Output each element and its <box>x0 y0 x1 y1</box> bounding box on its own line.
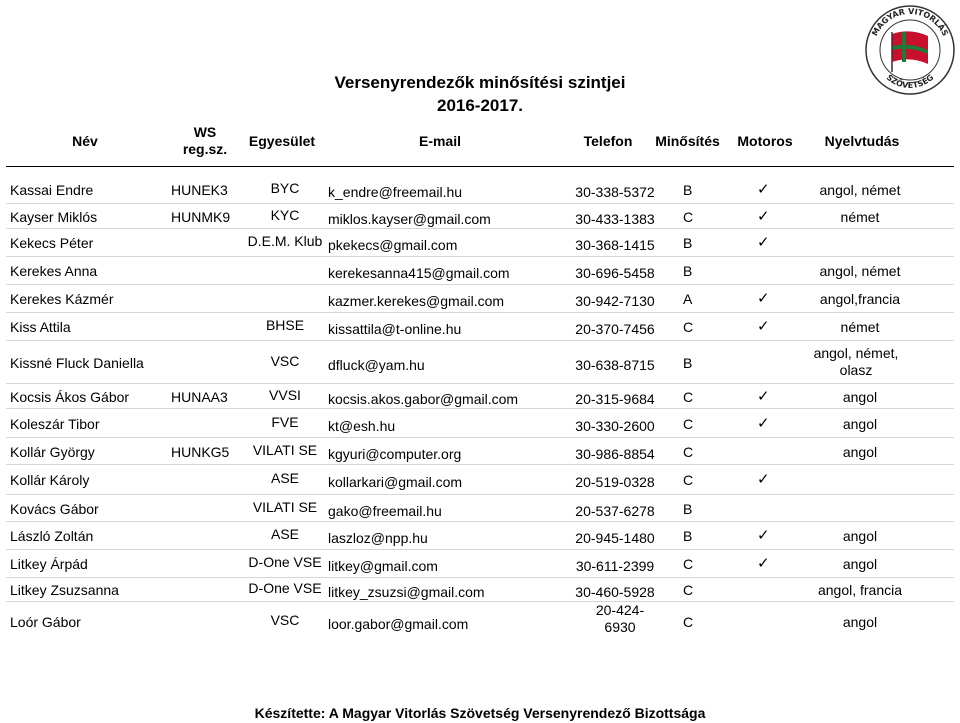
cell-name: Kerekes Anna <box>10 263 98 279</box>
table-row <box>0 522 960 550</box>
page-subtitle: 2016-2017. <box>436 96 524 115</box>
table-row <box>0 341 960 384</box>
table-row <box>0 465 960 495</box>
table-row <box>0 578 960 602</box>
cell-phone: 30-942-7130 <box>575 293 655 309</box>
cell-phone: 30-611-2399 <box>575 558 655 574</box>
logo-text: MAGYAR VITORLÁS <box>870 6 950 38</box>
cell-phone: 30-433-1383 <box>575 211 655 227</box>
cell-language: német <box>840 319 880 335</box>
table-row <box>0 602 960 642</box>
cell-name: Kiss Attila <box>10 319 71 335</box>
cell-club: KYC <box>270 207 300 223</box>
cell-club: D-One VSE <box>248 554 322 570</box>
cell-phone: 20-315-9684 <box>575 391 655 407</box>
cell-level: B <box>683 263 693 279</box>
check-icon: ✓ <box>757 208 770 225</box>
col-header-club: Egyesület <box>248 133 316 149</box>
cell-phone: 30-338-5372 <box>575 184 655 200</box>
table-row <box>0 438 960 465</box>
col-header-phone: Telefon <box>583 133 633 149</box>
check-icon: ✓ <box>757 527 770 544</box>
cell-phone: 20-945-1480 <box>575 530 655 546</box>
cell-phone: 30-330-2600 <box>575 418 655 434</box>
cell-email: laszloz@npp.hu <box>328 530 428 546</box>
cell-phone: 30-986-8854 <box>575 446 655 462</box>
cell-language: angol, német <box>819 182 901 198</box>
table-row <box>0 257 960 285</box>
cell-email: kt@esh.hu <box>328 418 396 434</box>
table-row <box>0 285 960 313</box>
cell-name: Kollár Károly <box>10 472 90 488</box>
cell-email: loor.gabor@gmail.com <box>328 616 469 632</box>
table-row <box>0 550 960 578</box>
cell-language: angol <box>842 389 878 405</box>
cell-name: László Zoltán <box>10 528 94 544</box>
cell-level: C <box>683 472 694 488</box>
table-row <box>0 495 960 522</box>
cell-name: Kassai Endre <box>10 182 94 198</box>
check-icon: ✓ <box>757 181 770 198</box>
table-row <box>0 409 960 438</box>
cell-level: C <box>683 389 694 405</box>
cell-name: Litkey Zsuzsanna <box>10 582 119 598</box>
cell-language: angol <box>842 528 878 544</box>
cell-name: Kocsis Ákos Gábor <box>10 389 130 405</box>
cell-level: A <box>683 291 693 307</box>
cell-phone: 30-638-8715 <box>575 357 655 373</box>
cell-ws-reg: HUNEK3 <box>171 182 228 198</box>
cell-language: angol,francia <box>819 291 901 307</box>
cell-club: D-One VSE <box>248 580 322 596</box>
cell-ws-reg: HUNMK9 <box>171 209 231 225</box>
cell-level: C <box>683 209 694 225</box>
col-header-level: Minősítés <box>655 133 720 149</box>
col-header-email: E-mail <box>418 133 461 149</box>
cell-club: VILATI SE <box>252 442 318 458</box>
col-header-motor: Motoros <box>737 133 793 149</box>
cell-name: Kollár György <box>10 444 95 460</box>
cell-language: angol, francia <box>817 582 903 598</box>
cell-phone: 20-424-6930 <box>595 602 645 635</box>
cell-name: Kovács Gábor <box>10 501 99 517</box>
cell-email: kollarkari@gmail.com <box>328 474 463 490</box>
cell-name: Koleszár Tibor <box>10 416 100 432</box>
cell-phone: 20-519-0328 <box>575 474 655 490</box>
table-row <box>0 313 960 341</box>
check-icon: ✓ <box>757 415 770 432</box>
cell-name: Litkey Árpád <box>10 556 88 572</box>
cell-ws-reg: HUNAA3 <box>171 389 228 405</box>
cell-language: angol <box>842 556 878 572</box>
col-header-lang: Nyelvtudás <box>824 133 900 149</box>
cell-email: pkekecs@gmail.com <box>328 237 458 253</box>
cell-club: VSC <box>270 353 300 369</box>
check-icon: ✓ <box>757 555 770 572</box>
cell-email: kocsis.akos.gabor@gmail.com <box>328 391 519 407</box>
cell-name: Loór Gábor <box>10 614 81 630</box>
cell-language: angol <box>842 614 878 630</box>
cell-club: VSC <box>270 612 300 628</box>
cell-email: kgyuri@computer.org <box>328 446 462 462</box>
cell-name: Kekecs Péter <box>10 235 94 251</box>
cell-club: ASE <box>270 526 299 542</box>
cell-language: angol <box>842 416 878 432</box>
cell-club: BYC <box>270 180 300 196</box>
cell-level: B <box>683 355 693 371</box>
cell-name: Kayser Miklós <box>10 209 98 225</box>
table-row <box>0 384 960 409</box>
cell-club: ASE <box>270 470 299 486</box>
cell-email: litkey@gmail.com <box>328 558 438 574</box>
check-icon: ✓ <box>757 290 770 307</box>
cell-club: BHSE <box>265 317 305 333</box>
cell-email: kerekesanna415@gmail.com <box>328 265 510 281</box>
cell-phone: 20-537-6278 <box>575 503 655 519</box>
col-header-ws <box>180 124 230 158</box>
col-header-ws-text: WS reg.sz. <box>182 124 228 157</box>
cell-email: miklos.kayser@gmail.com <box>328 211 491 227</box>
cell-email: litkey_zsuzsi@gmail.com <box>328 584 485 600</box>
check-icon: ✓ <box>757 388 770 405</box>
check-icon: ✓ <box>757 471 770 488</box>
cell-language: angol, német <box>819 263 901 279</box>
cell-phone: 30-368-1415 <box>575 237 655 253</box>
cell-level: C <box>683 444 694 460</box>
cell-level: B <box>683 182 693 198</box>
cell-level: C <box>683 556 694 572</box>
cell-language: angol <box>842 444 878 460</box>
page-title: Versenyrendezők minősítési szintjei <box>334 73 626 92</box>
table-row <box>0 176 960 204</box>
cell-phone: 30-460-5928 <box>575 584 655 600</box>
cell-phone: 30-696-5458 <box>575 265 655 281</box>
cell-email: dfluck@yam.hu <box>328 357 425 373</box>
cell-level: B <box>683 235 693 251</box>
cell-club: FVE <box>271 414 299 430</box>
check-icon: ✓ <box>757 318 770 335</box>
cell-level: C <box>683 416 694 432</box>
cell-club: VVSI <box>269 387 301 403</box>
cell-level: C <box>683 582 694 598</box>
table-row <box>0 204 960 229</box>
cell-level: C <box>683 319 694 335</box>
table-row <box>0 229 960 257</box>
cell-email: k_endre@freemail.hu <box>328 184 463 200</box>
cell-level: B <box>683 501 693 517</box>
cell-level: B <box>683 528 693 544</box>
cell-level: C <box>683 614 694 630</box>
cell-name: Kerekes Kázmér <box>10 291 114 307</box>
cell-club: VILATI SE <box>252 499 318 515</box>
cell-club: D.E.M. Klub <box>247 233 323 249</box>
cell-language: német <box>840 209 880 225</box>
cell-phone: 20-370-7456 <box>575 321 655 337</box>
cell-language: angol, német, olasz <box>813 345 899 378</box>
check-icon: ✓ <box>757 234 770 251</box>
footer-credit: Készítette: A Magyar Vitorlás Szövetség Versenyrendező Bizottsága <box>254 705 706 721</box>
cell-email: gako@freemail.hu <box>328 503 442 519</box>
cell-email: kazmer.kerekes@gmail.com <box>328 293 505 309</box>
svg-text:SZÖVETSÉG: SZÖVETSÉG <box>884 72 936 91</box>
cell-name: Kissné Fluck Daniella <box>10 355 144 371</box>
cell-ws-reg: HUNKG5 <box>171 444 230 460</box>
header-divider <box>6 166 954 167</box>
col-header-name: Név <box>72 133 98 149</box>
cell-email: kissattila@t-online.hu <box>328 321 462 337</box>
